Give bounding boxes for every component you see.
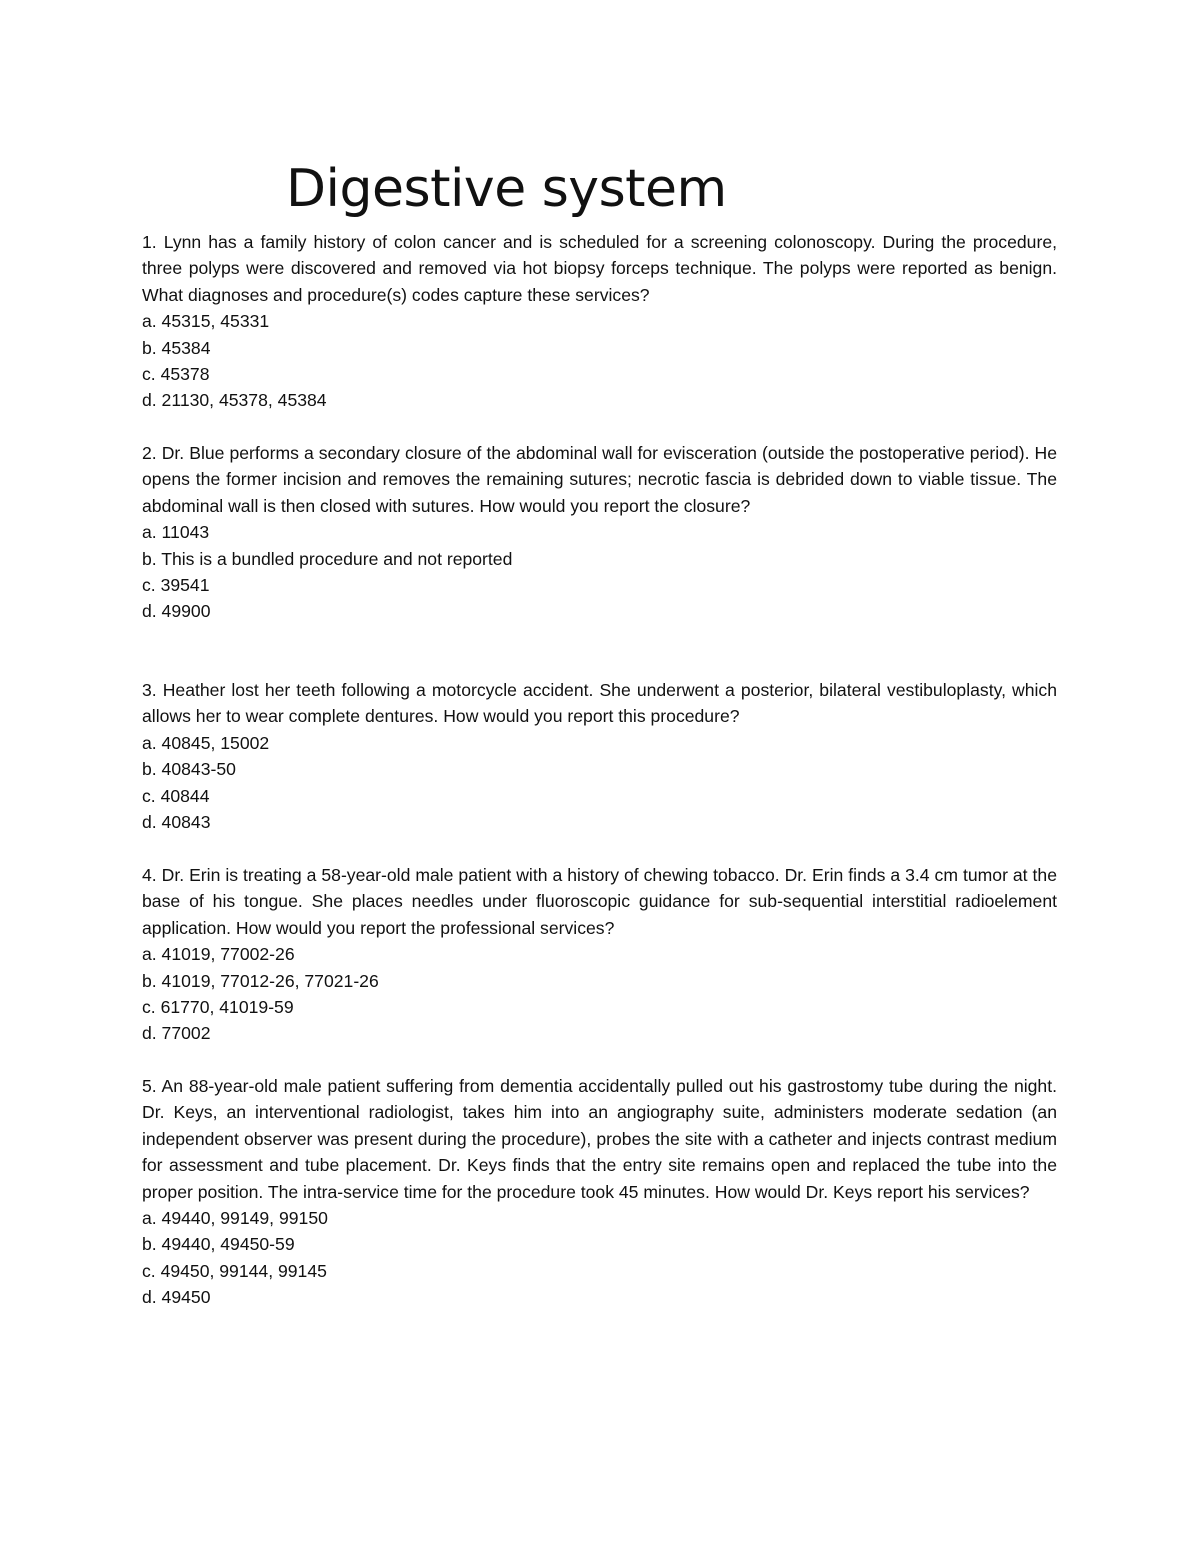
- option-d: d. 40843: [142, 812, 211, 833]
- option-b: b. 41019, 77012-26, 77021-26: [142, 970, 379, 991]
- option-c: c. 40844: [142, 785, 210, 806]
- answer-options: [142, 730, 1057, 836]
- option-c: c. 49450, 99144, 99145: [142, 1260, 327, 1281]
- option-b: b. 49440, 49450-59: [142, 1234, 295, 1255]
- question-4: [142, 862, 1057, 1047]
- option-d: d. 77002: [142, 1023, 211, 1044]
- option-c: c. 39541: [142, 575, 210, 596]
- answer-options: [142, 941, 1057, 1047]
- question-2: [142, 440, 1057, 625]
- question-text: 3. Heather lost her teeth following a motorcycle accident. She underwent a posterior, bilateral vestibuloplasty, which allows her to wear complete dentures. How would you report this procedure?: [142, 680, 1057, 727]
- answer-options: [142, 1205, 1057, 1311]
- option-d: d. 21130, 45378, 45384: [142, 390, 327, 411]
- answer-options: [142, 308, 1057, 414]
- option-b: b. 45384: [142, 337, 211, 358]
- option-b: b. 40843-50: [142, 759, 236, 780]
- option-a: a. 40845, 15002: [142, 732, 270, 753]
- answer-options: [142, 519, 1057, 625]
- question-1: [142, 229, 1057, 414]
- option-c: c. 45378: [142, 364, 210, 385]
- option-d: d. 49450: [142, 1287, 211, 1308]
- option-b: b. This is a bundled procedure and not reported: [142, 548, 513, 569]
- option-a: a. 49440, 99149, 99150: [142, 1208, 328, 1229]
- question-text: 5. An 88-year-old male patient suffering from dementia accidentally pulled out his gastrostomy tube during the night. Dr. Keys, an interventional radiologist, takes him into an angiography suite, administers moderate sedation (an independent observer was present during the procedure), probes the site with a catheter and injects contrast medium for assessment and tube placement. Dr. Keys finds that the entry site remains open and replaced the tube into the proper position. The intra-service time for the procedure took 45 minutes. How would Dr. Keys report his services?: [142, 1076, 1057, 1202]
- question-text: 2. Dr. Blue performs a secondary closure of the abdominal wall for evisceration (outside the postoperative period). He opens the former incision and removes the remaining sutures; necrotic fascia is debrided down to viable tissue. The abdominal wall is then closed with sutures. How would you report the closure?: [142, 443, 1057, 516]
- question-5: [142, 1073, 1057, 1311]
- question-text: 4. Dr. Erin is treating a 58-year-old male patient with a history of chewing tobacco. Dr. Erin finds a 3.4 cm tumor at the base of his tongue. She places needles under fluoroscopic guidance for sub-sequential interstitial radioelement application. How would you report the professional services?: [142, 865, 1057, 938]
- question-3: [142, 677, 1057, 835]
- option-d: d. 49900: [142, 601, 211, 622]
- option-a: a. 11043: [142, 522, 210, 543]
- option-a: a. 41019, 77002-26: [142, 944, 295, 965]
- page-title: Digestive system: [286, 159, 727, 219]
- question-text: 1. Lynn has a family history of colon cancer and is scheduled for a screening colonoscopy. During the procedure, three polyps were discovered and removed via hot biopsy forceps technique. The polyps were reported as benign. What diagnoses and procedure(s) codes capture these services?: [142, 232, 1057, 305]
- option-a: a. 45315, 45331: [142, 311, 270, 332]
- option-c: c. 61770, 41019-59: [142, 997, 294, 1018]
